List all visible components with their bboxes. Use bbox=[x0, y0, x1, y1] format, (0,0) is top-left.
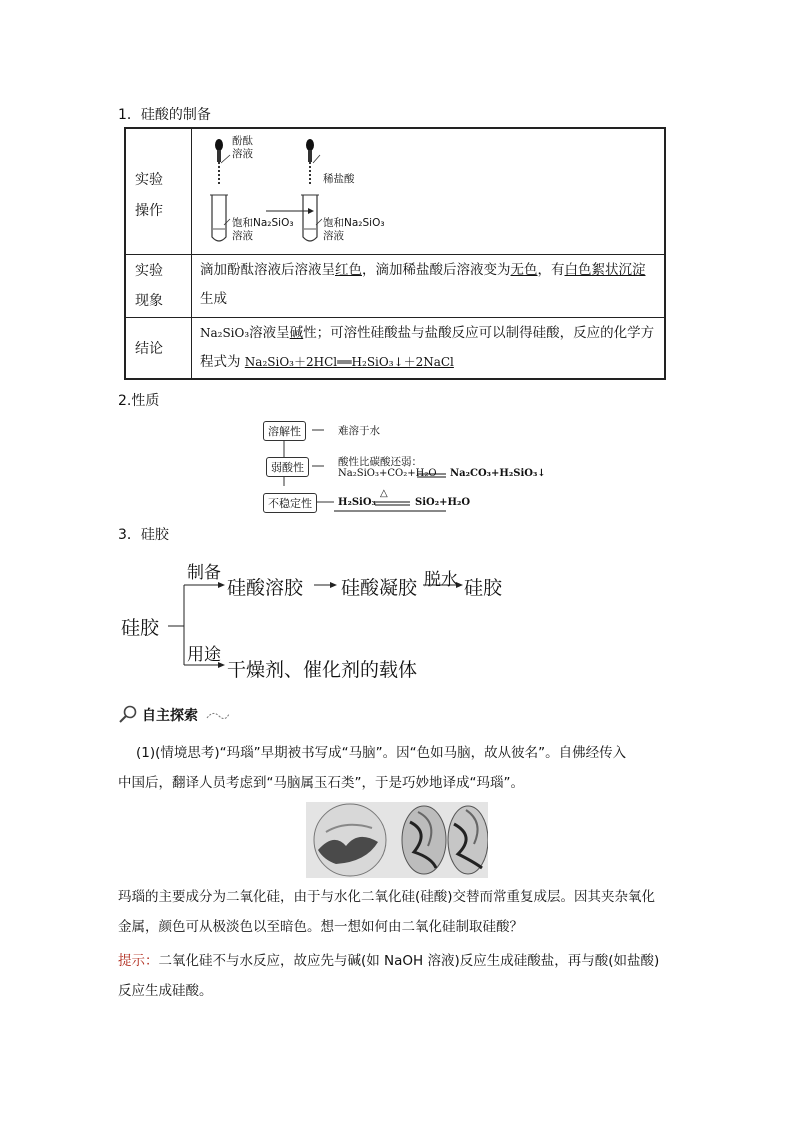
answer-colorless: 无色 bbox=[510, 262, 538, 278]
section2-title: 2.性质 bbox=[118, 393, 160, 409]
eq-left: H₂SiO₃ bbox=[338, 497, 376, 508]
hint-label: 提示： bbox=[118, 953, 159, 969]
answer-red: 红色 bbox=[335, 262, 362, 278]
answer-precipitate: 白色絮状沉淀 bbox=[564, 262, 646, 278]
agate-image bbox=[306, 802, 488, 878]
dropper-icon bbox=[306, 139, 314, 185]
equation: Na₂SiO₃＋2HCl══H₂SiO₃↓＋2NaCl bbox=[244, 355, 454, 369]
branch-node: 硅酸凝胶 bbox=[341, 577, 418, 599]
tube2-label: 饱和Na₂SiO₃ bbox=[323, 217, 385, 229]
section3-title: 3．硅胶 bbox=[118, 527, 169, 543]
dropper2-label: 稀盐酸 bbox=[323, 173, 355, 185]
eq-right: SiO₂+H₂O bbox=[415, 497, 471, 508]
section1-title: 1．硅酸的制备 bbox=[118, 107, 211, 123]
branch-label: 制备 bbox=[187, 563, 221, 583]
property-box: 溶解性 bbox=[263, 421, 306, 441]
tube1-label-2: 溶液 bbox=[232, 230, 253, 242]
heat-symbol: △ bbox=[380, 488, 388, 499]
dropper1-label: 酚酞 bbox=[232, 135, 253, 147]
branch-node: 硅酸溶胶 bbox=[227, 577, 304, 599]
test-tube-icon bbox=[301, 195, 319, 241]
eq-right: Na₂CO₃+H₂SiO₃↓ bbox=[450, 468, 546, 479]
property-box: 不稳定性 bbox=[263, 493, 317, 513]
paragraph: 玛瑙的主要成分为二氧化硅，由于与水化二氧化硅(硅酸)交替而常重复成层。因其夹杂氧化 金属，颜色可从极淡色以至暗色。想一想如何由二氧化硅制取硅酸？ bbox=[118, 889, 656, 935]
apparatus-cell bbox=[192, 129, 664, 254]
phenomena-cell: 滴加酚酞溶液后溶液呈红色，滴加稀盐酸后溶液变为无色，有白色絮状沉淀 生成 bbox=[200, 262, 646, 307]
hint-paragraph: 提示：二氧化硅不与水反应，故应先与碱(如 NaOH 溶液)反应生成硅酸盐，再与酸(如盐酸) 反应生成硅酸。 bbox=[118, 953, 660, 999]
table-row bbox=[126, 255, 664, 318]
row-label: 现象 bbox=[135, 293, 163, 309]
branch-label: 用途 bbox=[187, 645, 221, 665]
decoration-icon bbox=[205, 708, 231, 722]
magnifier-icon bbox=[118, 704, 138, 724]
property-box: 弱酸性 bbox=[266, 457, 309, 477]
arrow-label: 脱水 bbox=[424, 570, 458, 590]
dropper1-label-2: 溶液 bbox=[232, 148, 253, 160]
conclusion-cell: Na₂SiO₃溶液呈碱性；可溶性硅酸盐与盐酸反应可以制得硅酸，反应的化学方 程式为 Na₂SiO₃＋2HCl══H₂SiO₃↓＋2NaCl bbox=[200, 325, 655, 370]
row-label: 结论 bbox=[135, 341, 163, 357]
row-label: 实验 bbox=[135, 263, 163, 279]
row-label: 操作 bbox=[135, 203, 163, 219]
silica-gel-root: 硅胶 bbox=[121, 617, 160, 639]
tube1-label: 饱和Na₂SiO₃ bbox=[232, 217, 294, 229]
eq-left: Na₂SiO₃+CO₂+H₂O bbox=[338, 468, 437, 479]
paragraph: (1)(情境思考)“玛瑙”早期被书写成“马脑”。因“色如马脑，故从彼名”。自佛经传入 bbox=[136, 745, 627, 761]
preparation-table bbox=[124, 127, 666, 380]
row-label: 实验 bbox=[135, 172, 163, 188]
explore-heading: 自主探索 bbox=[142, 708, 198, 724]
property-desc: 酸性比碳酸还弱： bbox=[338, 456, 422, 468]
branch-node: 硅胶 bbox=[464, 577, 503, 599]
test-tube-icon bbox=[210, 195, 228, 241]
answer-basic: 碱 bbox=[289, 325, 304, 341]
tube2-label-2: 溶液 bbox=[323, 230, 344, 242]
table-row bbox=[126, 318, 664, 380]
paragraph: 中国后，翻译人员考虑到“马脑属玉石类”，于是巧妙地译成“玛瑙”。 bbox=[118, 775, 524, 791]
table-row bbox=[126, 129, 664, 255]
property-desc: 难溶于水 bbox=[338, 425, 380, 437]
branch-node: 干燥剂、催化剂的载体 bbox=[227, 659, 418, 681]
